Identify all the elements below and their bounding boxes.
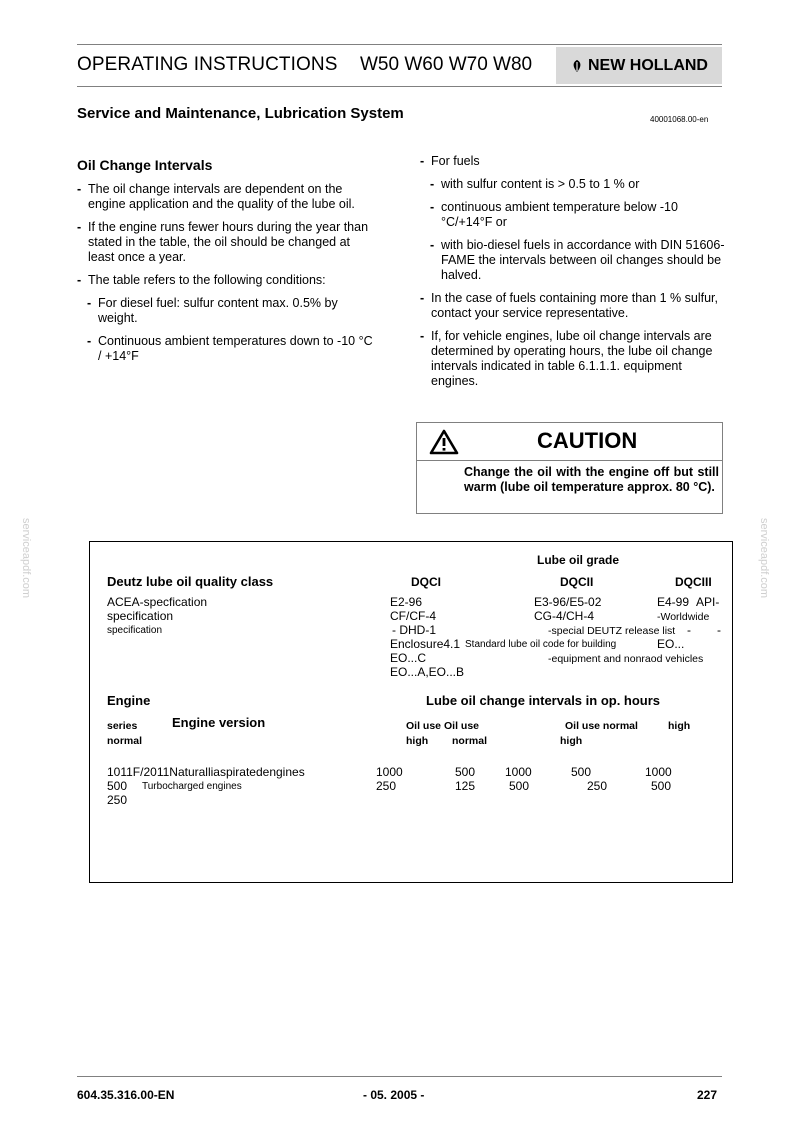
leaf-icon bbox=[570, 59, 584, 73]
document-id: 40001068.00-en bbox=[650, 115, 709, 124]
cell-api: API- bbox=[696, 595, 720, 609]
list-item: - If, for vehicle engines, lube oil change intervals are determined by operating hours, the lube oil change intervals indicated in table 6.1.1.1. equipment engines. bbox=[420, 329, 725, 389]
table-cell: 500 bbox=[651, 779, 672, 793]
caution-divider bbox=[417, 460, 722, 461]
cell-dhd: - DHD-1 bbox=[392, 623, 436, 637]
cell-special-list: -special DEUTZ release list bbox=[548, 625, 676, 637]
table-cell: 250 bbox=[107, 793, 128, 807]
brand-logo bbox=[556, 47, 722, 84]
caution-title: CAUTION bbox=[537, 428, 638, 453]
normal-label: normal bbox=[452, 735, 488, 747]
intervals-heading: Lube oil change intervals in op. hours bbox=[426, 693, 661, 708]
caution-box bbox=[416, 422, 723, 514]
oil-use-normal-label: Oil use normal bbox=[565, 720, 638, 732]
row-engine-turbocharged: Turbocharged engines bbox=[142, 781, 242, 792]
engine-version-heading: Engine version bbox=[172, 715, 266, 730]
table-cell: 500 bbox=[509, 779, 530, 793]
publication-date: - 05. 2005 - bbox=[363, 1088, 425, 1102]
list-item: - In the case of fuels containing more than 1 % sulfur, contact your service representative. bbox=[420, 291, 725, 321]
dqc1-heading: DQCI bbox=[411, 575, 441, 589]
table-cell: 500 bbox=[107, 779, 128, 793]
list-item: - For diesel fuel: sulfur content max. 0.5% by weight. bbox=[87, 296, 377, 326]
list-item: - The table refers to the following conditions: bbox=[77, 273, 377, 288]
cell-cf: CF/CF-4 bbox=[390, 609, 436, 623]
cell-enclosure: Enclosure4.1 bbox=[390, 637, 461, 651]
cell-equipment: -equipment and nonraod vehicles bbox=[548, 653, 704, 665]
part-number: 604.35.316.00-EN bbox=[77, 1088, 175, 1102]
high-label: high bbox=[406, 735, 429, 747]
cell-eo-ab: EO...A,EO...B bbox=[390, 665, 465, 679]
cell-worldwide: -Worldwide bbox=[657, 611, 710, 623]
cell-standard-code: Standard lube oil code for building bbox=[465, 639, 617, 650]
cell-eo-dots: EO... bbox=[657, 637, 685, 651]
row-engine-naturally-aspirated: 1011F/2011Naturalliaspiratedengines bbox=[107, 765, 305, 779]
lube-oil-grade-label: Lube oil grade bbox=[537, 553, 620, 567]
specification-label: specification bbox=[107, 609, 174, 623]
watermark-left: serviceapdf.com bbox=[20, 518, 32, 599]
list-item: - The oil change intervals are dependent on the engine application and the quality of the lube oil. bbox=[77, 182, 377, 212]
warning-triangle-icon bbox=[429, 429, 459, 455]
right-column bbox=[420, 154, 725, 397]
table-cell: 500 bbox=[571, 765, 592, 779]
document-title: OPERATING INSTRUCTIONS bbox=[77, 54, 338, 75]
cell-eo-c: EO...C bbox=[390, 651, 427, 665]
engine-heading: Engine bbox=[107, 693, 151, 708]
brand-name: NEW HOLLAND bbox=[588, 56, 708, 74]
caution-text: Change the oil with the engine off but still warm (lube oil temperature approx. 80 °C). bbox=[464, 465, 719, 494]
specification-label-small: specification bbox=[107, 625, 163, 636]
cell-cg: CG-4/CH-4 bbox=[534, 609, 595, 623]
table-cell: 1000 bbox=[505, 765, 532, 779]
list-item: - with bio-diesel fuels in accordance with DIN 51606-FAME the intervals between oil changes should be halved. bbox=[430, 238, 725, 283]
dqc3-heading: DQCIII bbox=[675, 575, 712, 589]
header-top-rule bbox=[77, 44, 722, 45]
list-item: - with sulfur content is > 0.5 to 1 % or bbox=[430, 177, 725, 192]
list-item: - For fuels bbox=[420, 154, 725, 169]
lube-oil-table bbox=[89, 541, 733, 883]
page-number: 227 bbox=[697, 1088, 718, 1102]
quality-class-heading: Deutz lube oil quality class bbox=[107, 574, 274, 589]
oil-use-label: Oil use bbox=[406, 720, 442, 732]
table-cell: 250 bbox=[587, 779, 608, 793]
table-cell: 250 bbox=[376, 779, 397, 793]
normal-label: normal bbox=[107, 735, 143, 747]
high-label: high bbox=[560, 735, 583, 747]
footer-rule bbox=[77, 1076, 722, 1077]
cell-e3: E3-96/E5-02 bbox=[534, 595, 602, 609]
high-label: high bbox=[668, 720, 691, 732]
cell-e4: E4-99 bbox=[657, 595, 690, 609]
watermark-right: serviceapdf.com bbox=[758, 518, 770, 599]
list-item: - continuous ambient temperature below -10 °C/+14°F or bbox=[430, 200, 725, 230]
table-cell: 500 bbox=[455, 765, 476, 779]
series-label: series bbox=[107, 720, 138, 732]
acea-label: ACEA-specfication bbox=[107, 595, 208, 609]
list-item: - Continuous ambient temperatures down to -10 °C / +14°F bbox=[87, 334, 377, 364]
cell-dash: - bbox=[717, 623, 721, 637]
list-item: - If the engine runs fewer hours during the year than stated in the table, the oil should be changed at least once a year. bbox=[77, 220, 377, 265]
model-list: W50 W60 W70 W80 bbox=[360, 54, 533, 75]
table-cell: 1000 bbox=[376, 765, 403, 779]
oil-use-label: Oil use bbox=[444, 720, 480, 732]
cell-dash: - bbox=[687, 623, 691, 637]
table-cell: 125 bbox=[455, 779, 476, 793]
header-bottom-rule bbox=[77, 86, 722, 87]
dqc2-heading: DQCII bbox=[560, 575, 594, 589]
oil-change-intervals-heading: Oil Change Intervals bbox=[77, 157, 213, 173]
left-column bbox=[77, 158, 377, 372]
table-cell: 1000 bbox=[645, 765, 672, 779]
cell-e2-96: E2-96 bbox=[390, 595, 423, 609]
section-title: Service and Maintenance, Lubrication System bbox=[77, 105, 404, 122]
